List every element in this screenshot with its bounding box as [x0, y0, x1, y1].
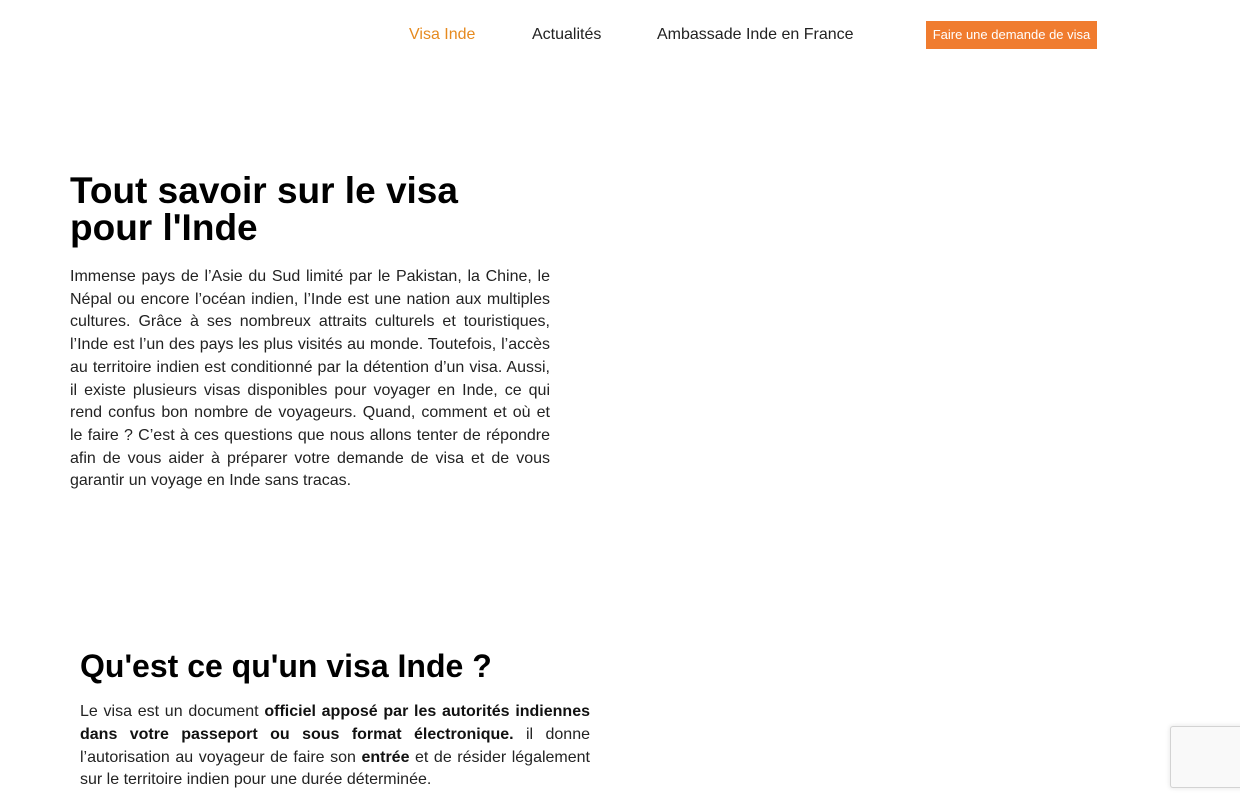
nav-item-ambassade[interactable]: Ambassade Inde en France [657, 26, 854, 43]
visa-request-button[interactable]: Faire une demande de visa [926, 21, 1097, 49]
hero-paragraph: Immense pays de l’Asie du Sud limité par le Pakistan, la Chine, le Népal ou encore l’océan indien, l’Inde est une nation aux multiples cultures. Grâce à ses nombreux attraits culturels et touristiques, l’Inde est l’un des pays les plus visités au monde. Toutefois, l’accès au territoire indien est conditionné par la détention d’un visa. Aussi, il existe plusieurs visas disponibles pour voyager en Inde, ce qui rend confus bon nombre de voyageurs. Quand, comment et où et le faire ? C’est à ces questions que nous allons tenter de répondre afin de vous aider à préparer votre demande de visa et de vous garantir un voyage en Inde sans tracas. [70, 268, 550, 490]
section-paragraph [80, 701, 590, 792]
top-navigation [0, 0, 1240, 70]
section-text-part2: il donne l’autorisation au voyageur de faire son [80, 725, 590, 766]
section-text-part1: Le visa est un document [80, 703, 265, 720]
section-text-part3: et de résider légalement sur le territoire indien pour une durée déterminée. [80, 748, 590, 789]
section-title: Qu'est ce qu'un visa Inde ? [80, 648, 492, 684]
nav-item-actualites[interactable]: Actualités [532, 26, 602, 43]
nav-item-visa-inde[interactable]: Visa Inde [409, 26, 476, 43]
recaptcha-badge[interactable] [1170, 726, 1240, 788]
section-text-bold2: entrée [361, 748, 410, 766]
hero-title: Tout savoir sur le visa pour l'Inde [70, 170, 458, 248]
section-text-bold1: officiel apposé par les autorités indiennes dans votre passeport ou sous format électronique. [80, 703, 590, 743]
